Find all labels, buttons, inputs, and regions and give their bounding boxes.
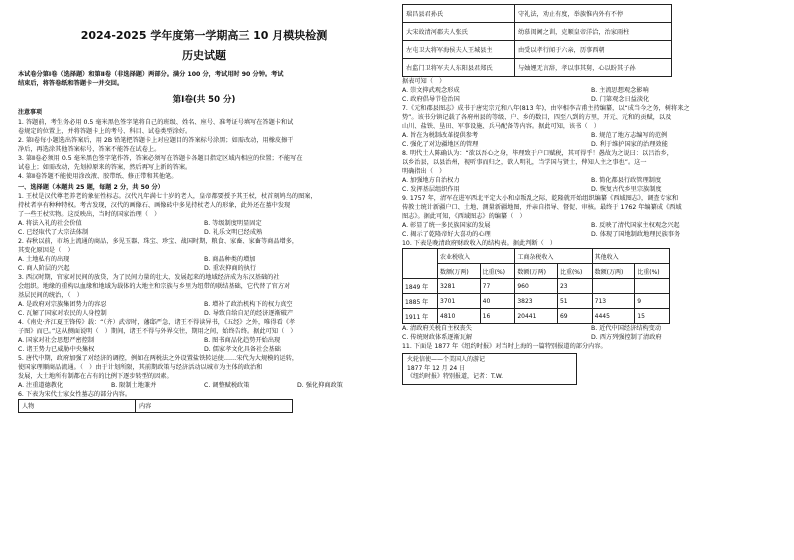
question-block: [18, 237, 390, 273]
value-cell: 16: [480, 309, 515, 324]
answer-options: [402, 221, 780, 239]
value-cell: 3281: [438, 279, 481, 294]
intro-line-1: 本试卷分第Ⅰ卷（选择题）和第Ⅱ卷（非选择题）两部分。满分 100 分，考试用时 90 分钟。考试: [18, 71, 284, 78]
intro-line-2: 结束后，将答卷纸和答题卡一并交回。: [18, 80, 124, 87]
table-row: [403, 23, 672, 41]
table-header-person: 人物: [19, 399, 136, 412]
q10-options: [402, 324, 780, 342]
news-byline: 《纽约时报》特别报道，记者：T.W.: [407, 373, 504, 380]
question-block: [402, 194, 780, 239]
question-text: 发展，大土地所有制都在占有的比例下逐步转型的因素。: [18, 372, 173, 380]
notice-line: 2. 第Ⅰ卷每小题选出答案后，用 2B 铅笔把答题卡上对应题目的答案标号涂黑；如需改动，用橡皮擦干: [18, 136, 294, 144]
option: A. 将法入礼的社会价值: [18, 219, 82, 227]
table-row: [403, 309, 670, 324]
right-questions: [402, 77, 780, 248]
notice-line: 4. 第Ⅱ卷答题不能使用涂改液、胶带纸、修正带和其他笔。: [18, 172, 178, 180]
option: B. 增补了政治机构下的权力真空: [204, 300, 293, 308]
option: C. 强化了对边疆地区的管理: [402, 141, 479, 148]
table-header-content: 内容: [136, 399, 293, 412]
finance-group-header: 工商杂税收入: [515, 249, 592, 264]
finance-subheader: 比重(%): [635, 264, 670, 279]
option: A. 注重道德教化: [18, 381, 64, 389]
news-excerpt-box: [402, 353, 577, 385]
option: C. 瓦解了国家对农民的人身控制: [18, 309, 107, 317]
question-text: 7.《元和郡县图志》成书于唐宪宗元和八年(813 年)，由宰相李吉甫主持编纂，以“成当今之务，树将来之: [402, 105, 690, 112]
exam-subject: 历史试题: [182, 49, 226, 62]
finance-table: [402, 248, 670, 324]
question-text: 以乡治县，以县治州，视听事而归之，欲人明礼，当学国与贤士，俾知人主之事也”。这一: [402, 159, 647, 166]
question-block: [402, 104, 780, 149]
left-questions: [18, 192, 390, 399]
answer-options: [18, 336, 390, 354]
question-text: 会组织。地缘的重构以血缘和地域为载体的大地主和宗族与乡里为纽带的联结基础，它代替了官方对: [18, 282, 291, 290]
question-text: 5. 唐代中期，政府加强了对经济的调控，例如在两税法之外设置盐铁转运使……宋代为大规模的运转，: [18, 354, 299, 362]
person-cell: 左屯卫大将军海侯夫人王城县主: [403, 41, 515, 59]
option: B. 商品种类的增加: [204, 255, 256, 263]
year-cell: 1849 年: [403, 279, 438, 294]
option: B. 图书商品化趋势开始出现: [204, 336, 281, 344]
option: A. 旨在为税制改革提供参考: [402, 132, 479, 139]
option: A. 国家对社会思想严密控制: [18, 336, 95, 344]
question-block: [402, 239, 780, 248]
question-block: [18, 318, 390, 354]
question-11: 11. 下面是 1877 年《纽约时报》对当时上海的一篇特别报道的部分内容。: [402, 343, 607, 350]
table-row: [403, 41, 672, 59]
value-cell: 9: [635, 294, 670, 309]
answer-options: [18, 255, 390, 273]
year-cell: 1885 年: [403, 294, 438, 309]
person-cell: 大宋故清河郡夫人张氏: [403, 23, 515, 41]
notice-line: 卷规定的位置上，并将答题卡上的考号、科目、试卷类型涂好。: [18, 127, 192, 135]
content-cell: 由受以孝行闻于六亲，历事西朝: [515, 41, 672, 59]
option: B. 限制土地兼并: [111, 381, 157, 389]
part-heading: 一、选择题（本题共 25 题，每题 2 分，共 50 分）: [18, 183, 164, 191]
option: D. 恢复古代乡里宗族制度: [591, 186, 662, 193]
finance-group-header: 其他收入: [592, 249, 669, 264]
option: D. 导致自给自足的经济逐渐破产: [204, 309, 294, 317]
option: B. 反映了清代国家主权观念兴起: [591, 222, 680, 229]
option: A. 是政府对宗族集团势力的容忍: [18, 300, 107, 308]
option: C. 发挥基层组织作用: [402, 186, 460, 193]
option: B. 等级制度明显固定: [204, 219, 262, 227]
value-cell: 69: [557, 309, 592, 324]
question-text: 图志》。据此可知，《西域图志》的编纂（ ）: [402, 213, 526, 220]
value-cell: 77: [480, 279, 515, 294]
question-text: 据表可知（ ）: [402, 78, 446, 85]
question-text: 持杖者享有种种特权。考古发现，汉代的画像石、画像砖中多见持杖老人的形象，此外还在墓中发现: [18, 201, 291, 209]
option: D. 利于维护国家的治理效能: [591, 141, 668, 148]
question-text: 8. 明代土人陈确认为：“欲以吾心之身，毕理致于户口赋税，其可得乎！愚故为之说曰：以吕治乡，: [402, 150, 673, 157]
content-cell: 幼慕闺阃之训，克顺皇帝洋洽，治家雨柱: [515, 23, 672, 41]
content-cell: 守礼法，劝止有度，举族惟内外有不停: [515, 5, 672, 23]
question-block: [18, 390, 390, 399]
option: C. 传统财政体系逐渐瓦解: [402, 334, 473, 341]
question-text: 使国家理顺商品流通。（ ）由于计划所限，其前期政策与经济活动以城市为主体的政治和: [18, 363, 263, 371]
option: C. 政府倡导节俭治国: [402, 96, 460, 103]
option: A. 彰显了统一多民族国家的发展: [402, 222, 491, 229]
answer-options: [18, 381, 390, 390]
value-cell: 3701: [438, 294, 481, 309]
value-cell: 51: [557, 294, 592, 309]
year-cell: 1911 年: [403, 309, 438, 324]
option: B. 规范了地方志编写的范例: [591, 132, 668, 139]
table-row: [403, 294, 670, 309]
value-cell: 4445: [592, 309, 635, 324]
news-title: 火轮信使——个美国人的游记: [407, 356, 486, 363]
section-heading: 第Ⅰ卷(共 50 分): [172, 95, 236, 105]
question-text: 2. 春秋以前，市场上流通的商品，多见玉器、珠宝、珍宝、战国时期，粮食、家畜、家畜等商品增多，: [18, 237, 299, 245]
option: C. 商人阶层的兴起: [18, 264, 70, 272]
option: C. 调整赋税政策: [204, 381, 250, 389]
question-text: 6. 下表为宋代士家女性墓志的部分内容。: [18, 390, 132, 398]
value-cell: 3823: [515, 294, 558, 309]
left-column: [18, 28, 390, 556]
option: B. 主流思想观念影响: [591, 87, 649, 94]
question-block: [402, 77, 780, 104]
notice-block: [18, 109, 390, 181]
value-cell: 15: [635, 309, 670, 324]
finance-subheader: 比重(%): [480, 264, 515, 279]
value-cell: 40: [480, 294, 515, 309]
content-cell: 与妯娌无言辞，孝以事其舅，心以盼其子孙: [515, 59, 672, 77]
women-epitaph-table: [402, 4, 672, 77]
option: C. 已经取代了大宗法体制: [18, 228, 89, 236]
value-cell: 23: [557, 279, 592, 294]
question-text: 了一些王杖实物。这反映出，当时的国家治理（ ）: [18, 210, 161, 218]
question-text: 传教士统计新疆户口、土地、测量新疆地图，并亲自指导、督促、审核。最终于 1762 年编纂成《西域: [402, 204, 682, 211]
value-cell: 960: [515, 279, 558, 294]
right-column: [402, 4, 780, 556]
question-block: [18, 192, 390, 237]
option: C. 揭示了乾隆帝好大喜功的心理: [402, 231, 491, 238]
finance-subheader: 数额(万两): [515, 264, 558, 279]
value-cell: 4810: [438, 309, 481, 324]
question-text: 10. 下表是晚清政府财政收入的结构表。据此判断（ ）: [402, 240, 557, 247]
notice-line: 试卷上；如需改动，先划掉原来的答案，然后再写上新的答案。: [18, 163, 192, 171]
answer-options: [18, 300, 390, 318]
option: D. 重农抑商的执行: [204, 264, 257, 272]
answer-options: [18, 219, 390, 237]
question-block: [18, 273, 390, 318]
notice-line: 3. 第Ⅱ卷必须用 0.5 毫米黑色签字笔作答，答案必须写在答题卡各题目指定区域内相应的位置；不能写在: [18, 154, 303, 162]
person-cell: 右监门卫将军夫人东阳县君郑氏: [403, 59, 515, 77]
option: A. 崇文抑武观念形成: [402, 87, 460, 94]
notice-line: 净后，再选涂其他答案标号，答案不能答在试卷上。: [18, 145, 161, 153]
table-row: [403, 279, 670, 294]
option: B. 近代中国经济结构变动: [591, 325, 662, 332]
finance-subheader: 数额(万两): [592, 264, 635, 279]
value-cell: [635, 279, 670, 294]
finance-subheader: 数额(万两): [438, 264, 481, 279]
option: D. 西方列强控制了清政府: [591, 334, 662, 341]
option: C. 诸王势力已威胁中央集权: [18, 345, 95, 353]
question-text: 3. 西汉时期，官家对民间的放贷，为了民间力量的壮大，发展起来的地域经济成为东汉基础的社: [18, 273, 280, 281]
question-text: 势”。该书分镇记载了各府州县的等级、户、乡的数目，四至八到的方里，开元、元和的贡赋，以及: [402, 114, 672, 121]
option: A. 清政府关税自主权丧失: [402, 325, 472, 332]
exam-title: 2024-2025 学年度第一学期高三 10 月模块检测: [80, 29, 328, 42]
question-text: 9. 1757 年，清军在进军西北平定大小和卓叛乱之际，乾隆就开始组织编纂《西域图志》，调查专家和: [402, 195, 679, 202]
answer-options: [402, 86, 780, 104]
question-text: 山川、盐铁、垦田、军事设施、兵马配备等内容。据此可知，该书（ ）: [402, 123, 600, 130]
option: D. 门第观念日益淡化: [591, 96, 650, 103]
answer-options: [402, 131, 780, 149]
value-cell: 20441: [515, 309, 558, 324]
option: D. 体现了国地制政地理民族事务: [591, 231, 681, 238]
option: B. 简化都县行政管理制度: [591, 177, 662, 184]
answer-options: [402, 176, 780, 194]
option: A. 加强地方自治权力: [402, 177, 460, 184]
question-text: 子图》而已。”这从侧面说明（ ）期间，诸王不得与外界交往，期用之间，始终告终。据此可知（ ）: [18, 327, 297, 335]
notice-title: 注意事项: [18, 109, 43, 116]
women-epitaph-table-header: [18, 399, 293, 413]
question-block: [402, 149, 780, 194]
question-text: 1. 王杖是汉代尊老养老的象征性标志。汉代凡年满七十岁的老人，皇帝都要授予其王杖，杖首刻鸠鸟的图案，: [18, 192, 317, 200]
finance-group-header: 农业税收入: [438, 249, 515, 264]
notice-line: 1. 答题前，考生务必用 0.5 毫米黑色签字笔将自己的班级、姓名、座号、准考证号填写在答题卡和试: [18, 118, 294, 126]
option: D. 礼乐文明已经成熟: [204, 228, 263, 236]
question-text: 明确指出（ ）: [402, 168, 446, 175]
table-row: [403, 59, 672, 77]
value-cell: 713: [592, 294, 635, 309]
question-block: [18, 354, 390, 390]
table-row: [403, 5, 672, 23]
value-cell: [592, 279, 635, 294]
person-cell: 瑞昌县君孙氏: [403, 5, 515, 23]
question-text: 基层民间的统治，（ ）: [18, 291, 83, 299]
finance-subheader: 比重(%): [557, 264, 592, 279]
option: A. 土地私有的出现: [18, 255, 70, 263]
question-text: 4.《南史·齐江夏王锋传》载：“（齐）武帝时，藩邸严急，诸王不得读异书，《五经》之外，唯得看《孝: [18, 318, 296, 326]
option: D. 强化抑商政策: [297, 381, 343, 389]
news-date: 1877 年 12 月 24 日: [407, 364, 466, 372]
question-text: 其变化原因是（ ）: [18, 246, 74, 254]
option: D. 儒家孝文化具备社会基础: [204, 345, 281, 353]
finance-table-corner: [403, 249, 438, 279]
